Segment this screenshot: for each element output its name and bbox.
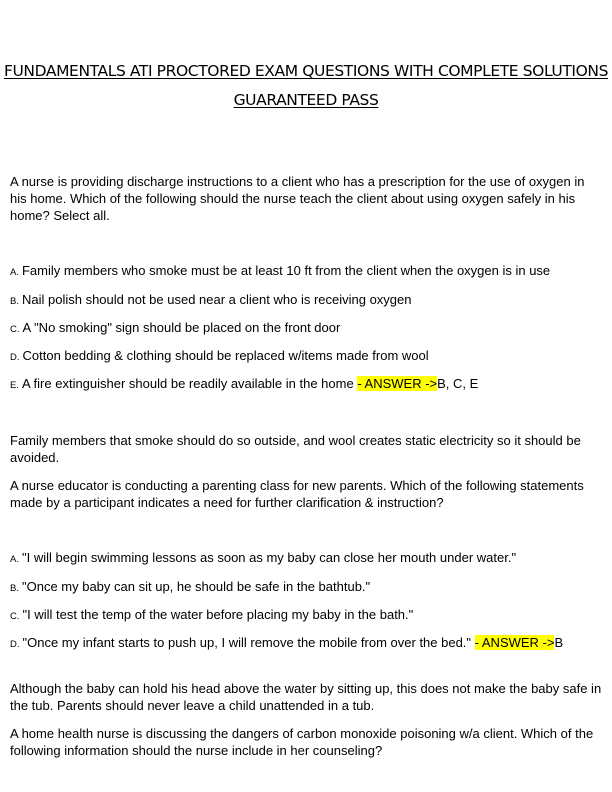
- answer-value: B: [554, 635, 564, 650]
- option-letter: E.: [10, 380, 19, 391]
- option-text: Nail polish should not be used near a client who is receiving oxygen: [21, 292, 412, 307]
- question-1-stem: A nurse is providing discharge instructions to a client who has a prescription for the use of oxygen in his home. Which of the following should the nurse teach the client about using oxygen safely in his home? Select all.: [10, 174, 585, 223]
- option-text: Cotton bedding & clothing should be replaced w/items made from wool: [22, 348, 429, 363]
- answer-value: B, C, E: [437, 376, 479, 391]
- option-letter: B.: [10, 296, 19, 307]
- document-title: FUNDAMENTALS ATI PROCTORED EXAM QUESTIONS WITH COMPLETE SOLUTIONS GUARANTEED PASS: [3, 62, 609, 109]
- answer-marker: - ANSWER ->: [474, 635, 555, 650]
- option-letter: C.: [10, 324, 20, 335]
- question-2-option-d: [10, 634, 606, 653]
- option-text: "Once my infant starts to push up, I will remove the mobile from over the bed.": [22, 635, 475, 650]
- option-text: A fire extinguisher should be readily available in the home: [21, 376, 358, 391]
- option-letter: C.: [10, 611, 20, 622]
- question-2-option-c: [10, 606, 606, 625]
- question-2-option-b: [10, 578, 606, 597]
- option-text: "Once my baby can sit up, he should be safe in the bathtub.": [21, 579, 371, 594]
- question-1-option-d: [10, 347, 606, 366]
- option-text: Family members who smoke must be at least 10 ft from the client when the oxygen is in use: [21, 263, 551, 278]
- option-text: "I will test the temp of the water before placing my baby in the bath.": [22, 607, 414, 622]
- question-1-rationale: Family members that smoke should do so outside, and wool creates static electricity so it should be avoided.: [10, 433, 581, 465]
- option-text: A "No smoking" sign should be placed on the front door: [22, 320, 341, 335]
- question-1-option-a: [10, 262, 606, 281]
- option-letter: A.: [10, 554, 19, 565]
- question-1-option-c: [10, 319, 606, 338]
- option-letter: A.: [10, 267, 19, 278]
- option-letter: B.: [10, 583, 19, 594]
- question-1-option-b: [10, 291, 606, 310]
- question-2-stem: A nurse educator is conducting a parenting class for new parents. Which of the following statements made by a participant indicates a need for further clarification & instruction?: [10, 478, 584, 510]
- question-3-stem: A home health nurse is discussing the dangers of carbon monoxide poisoning w/a client. Which of the following information should the nurse include in her counseling?: [10, 726, 594, 758]
- option-text: "I will begin swimming lessons as soon as my baby can close her mouth under water.": [21, 550, 517, 565]
- question-1-option-e: [10, 375, 606, 394]
- option-letter: D.: [10, 352, 20, 363]
- answer-marker: - ANSWER ->: [357, 376, 438, 391]
- option-letter: D.: [10, 639, 20, 650]
- question-2-option-a: [10, 549, 606, 568]
- question-2-rationale: Although the baby can hold his head above the water by sitting up, this does not make the baby safe in the tub. Parents should never leave a child unattended in a tub.: [10, 681, 602, 713]
